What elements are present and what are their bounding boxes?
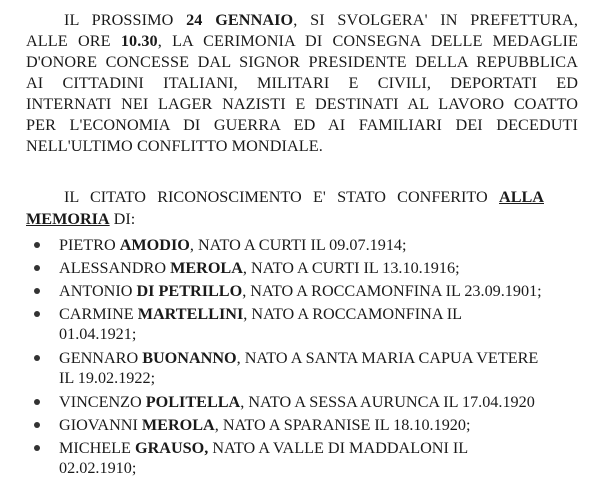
last-name: MEROLA	[170, 259, 243, 277]
paragraph-line	[26, 31, 578, 52]
first-name: ALESSANDRO	[59, 259, 171, 277]
last-name: DI PETRILLO	[136, 282, 243, 300]
bullet-icon	[34, 288, 40, 294]
paragraph-line: D'ONORE CONCESSE DAL SIGNOR PRESIDENTE DELLA REPUBBLICA	[26, 53, 578, 71]
line-text: IL CITATO RICONOSCIMENTO E' STATO CONFERITO	[64, 188, 500, 206]
ceremony-date: 24 GENNAIO	[186, 11, 294, 29]
line-text: , SI SVOLGERA' IN PREFETTURA,	[293, 11, 578, 29]
list-item	[26, 235, 586, 255]
line-text: IL PROSSIMO	[64, 11, 187, 29]
list-item	[26, 438, 586, 478]
list-item	[26, 304, 586, 344]
first-name: GIOVANNI	[59, 416, 142, 434]
ceremony-time: 10.30	[120, 32, 158, 50]
honorees-list	[26, 235, 586, 482]
last-name: AMODIO	[119, 236, 190, 254]
emphasis-text: ALLA	[499, 188, 544, 206]
first-name: MICHELE	[59, 439, 135, 457]
birth-detail: , NATO A CURTI IL 09.07.1914;	[189, 236, 407, 254]
list-item	[26, 392, 586, 412]
paragraph-line	[26, 186, 544, 208]
announcement-paragraph	[26, 10, 578, 157]
line-text: , LA CERIMONIA DI CONSEGNA DELLE MEDAGLIE	[157, 32, 578, 50]
bullet-icon	[34, 422, 40, 428]
recognition-paragraph	[26, 186, 544, 230]
paragraph-line: AI CITTADINI ITALIANI, MILITARI E CIVILI, DEPORTATI ED	[26, 74, 578, 92]
last-name: POLITELLA	[145, 393, 241, 411]
paragraph-line	[26, 210, 135, 228]
list-item	[26, 348, 586, 388]
bullet-icon	[34, 399, 40, 405]
birth-detail: , NATO A SESSA AURUNCA IL 17.04.1920	[240, 393, 535, 411]
first-name: CARMINE	[59, 305, 138, 323]
last-name: GRAUSO,	[134, 439, 209, 457]
birth-detail: , NATO A ROCCAMONFINA IL 23.09.1901;	[242, 282, 542, 300]
birth-detail: NATO A VALLE DI MADDALONI IL	[208, 439, 469, 457]
paragraph-line	[26, 10, 578, 31]
emphasis-text: MEMORIA	[26, 210, 110, 228]
list-item	[26, 415, 586, 435]
last-name: BUONANNO	[142, 349, 237, 367]
bullet-icon	[34, 355, 40, 361]
line-text: DI:	[109, 210, 136, 228]
birth-detail: , NATO A ROCCAMONFINA IL	[243, 305, 462, 323]
birth-detail-continued: IL 19.02.1922;	[59, 369, 156, 387]
paragraph-line: PER L'ECONOMIA DI GUERRA ED AI FAMILIARI DEI DECEDUTI	[26, 116, 578, 134]
birth-detail: , NATO A SANTA MARIA CAPUA VETERE	[236, 349, 539, 367]
last-name: MARTELLINI	[137, 305, 244, 323]
paragraph-line: NELL'ULTIMO CONFLITTO MONDIALE.	[26, 137, 323, 155]
first-name: PIETRO	[59, 236, 120, 254]
paragraph-line: INTERNATI NEI LAGER NAZISTI E DESTINATI AL LAVORO COATTO	[26, 95, 578, 113]
bullet-icon	[34, 242, 40, 248]
list-item	[26, 281, 586, 301]
bullet-icon	[34, 311, 40, 317]
birth-detail-continued: 02.02.1910;	[59, 459, 137, 477]
first-name: ANTONIO	[59, 282, 137, 300]
bullet-icon	[34, 265, 40, 271]
bullet-icon	[34, 445, 40, 451]
birth-detail-continued: 01.04.1921;	[59, 325, 137, 343]
line-text: ALLE ORE	[26, 32, 121, 50]
first-name: GENNARO	[59, 349, 143, 367]
birth-detail: , NATO A CURTI IL 13.10.1916;	[242, 259, 460, 277]
first-name: VINCENZO	[59, 393, 146, 411]
last-name: MEROLA	[141, 416, 215, 434]
list-item	[26, 258, 586, 278]
birth-detail: , NATO A SPARANISE IL 18.10.1920;	[214, 416, 471, 434]
